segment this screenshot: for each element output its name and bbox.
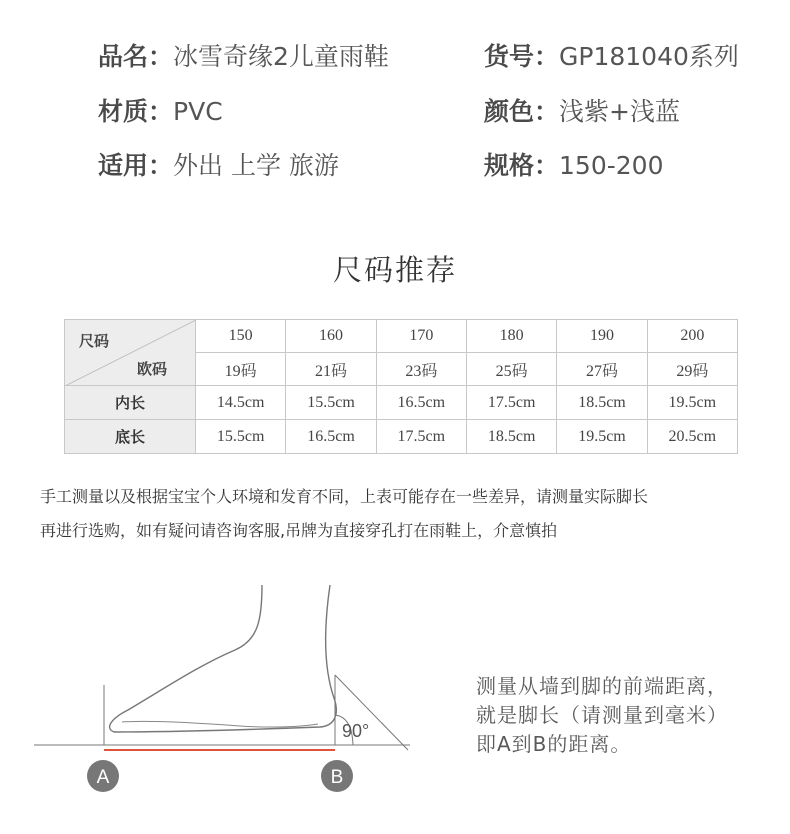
table-cell: 17.5cm: [376, 420, 466, 454]
spec-item-no: [484, 37, 739, 73]
table-cell: 190: [557, 320, 647, 353]
size-table: [64, 319, 738, 454]
spec-material: [98, 92, 223, 128]
table-row-inner-length: [65, 386, 738, 420]
table-row-sizes: [65, 320, 738, 353]
point-b-label: B: [330, 767, 344, 788]
spec-name: [98, 37, 389, 73]
table-row-sole-length: [65, 420, 738, 454]
spec-usage: [98, 146, 339, 182]
spec-item-no-key: 货号：: [484, 42, 560, 71]
table-cell: 16.5cm: [286, 420, 376, 454]
foot-outline: [110, 585, 337, 732]
spec-size-range: [484, 146, 663, 182]
spec-usage-key: 适用：: [98, 151, 174, 180]
table-cell: 29码: [647, 353, 737, 386]
foot-measure-diagram: [0, 580, 460, 820]
table-cell: 19.5cm: [557, 420, 647, 454]
instruction-line-3: 即A到B的距离。: [476, 732, 632, 756]
table-corner-cell: [65, 320, 196, 386]
table-cell: 20.5cm: [647, 420, 737, 454]
row-label: 内长: [65, 386, 196, 420]
spec-name-key: 品名：: [98, 42, 174, 71]
row-label: 底长: [65, 420, 196, 454]
spec-item-no-value: GP181040系列: [559, 42, 739, 71]
spec-material-value: PVC: [173, 97, 223, 126]
table-cell: 15.5cm: [286, 386, 376, 420]
spec-size-range-value: 150-200: [559, 151, 664, 180]
spec-color: [484, 92, 680, 128]
table-cell: 18.5cm: [466, 420, 556, 454]
spec-usage-value: 外出 上学 旅游: [173, 151, 339, 180]
table-cell: 180: [466, 320, 556, 353]
corner-label-eu: 欧码: [137, 360, 168, 378]
table-cell: 25码: [466, 353, 556, 386]
point-a-label: A: [96, 767, 110, 788]
angle-label: 90°: [342, 721, 370, 741]
spec-color-value: 浅紫+浅蓝: [559, 97, 680, 126]
table-cell: 23码: [376, 353, 466, 386]
spec-size-range-key: 规格：: [484, 151, 560, 180]
table-cell: 19码: [196, 353, 286, 386]
table-cell: 14.5cm: [196, 386, 286, 420]
table-cell: 170: [376, 320, 466, 353]
corner-label-size: 尺码: [79, 332, 110, 350]
instruction-line-1: 测量从墙到脚的前端距离，: [476, 674, 728, 698]
section-title: 尺码推荐: [332, 253, 457, 287]
spec-color-key: 颜色：: [484, 97, 560, 126]
table-cell: 16.5cm: [376, 386, 466, 420]
table-cell: 21码: [286, 353, 376, 386]
table-cell: 15.5cm: [196, 420, 286, 454]
table-cell: 27码: [557, 353, 647, 386]
spec-name-value: 冰雪奇缘2儿童雨鞋: [173, 42, 389, 71]
instruction-line-2: 就是脚长（请测量到毫米）: [476, 703, 728, 727]
table-cell: 17.5cm: [466, 386, 556, 420]
spec-material-key: 材质：: [98, 97, 174, 126]
table-cell: 200: [647, 320, 737, 353]
note-line-1: 手工测量以及根据宝宝个人环境和发育不同，上表可能存在一些差异，请测量实际脚长: [40, 487, 649, 506]
table-cell: 150: [196, 320, 286, 353]
table-cell: 19.5cm: [647, 386, 737, 420]
table-cell: 18.5cm: [557, 386, 647, 420]
note-line-2: 再进行选购，如有疑问请咨询客服,吊牌为直接穿孔打在雨鞋上，介意慎拍: [40, 521, 558, 540]
table-cell: 160: [286, 320, 376, 353]
sole-line: [122, 721, 318, 727]
